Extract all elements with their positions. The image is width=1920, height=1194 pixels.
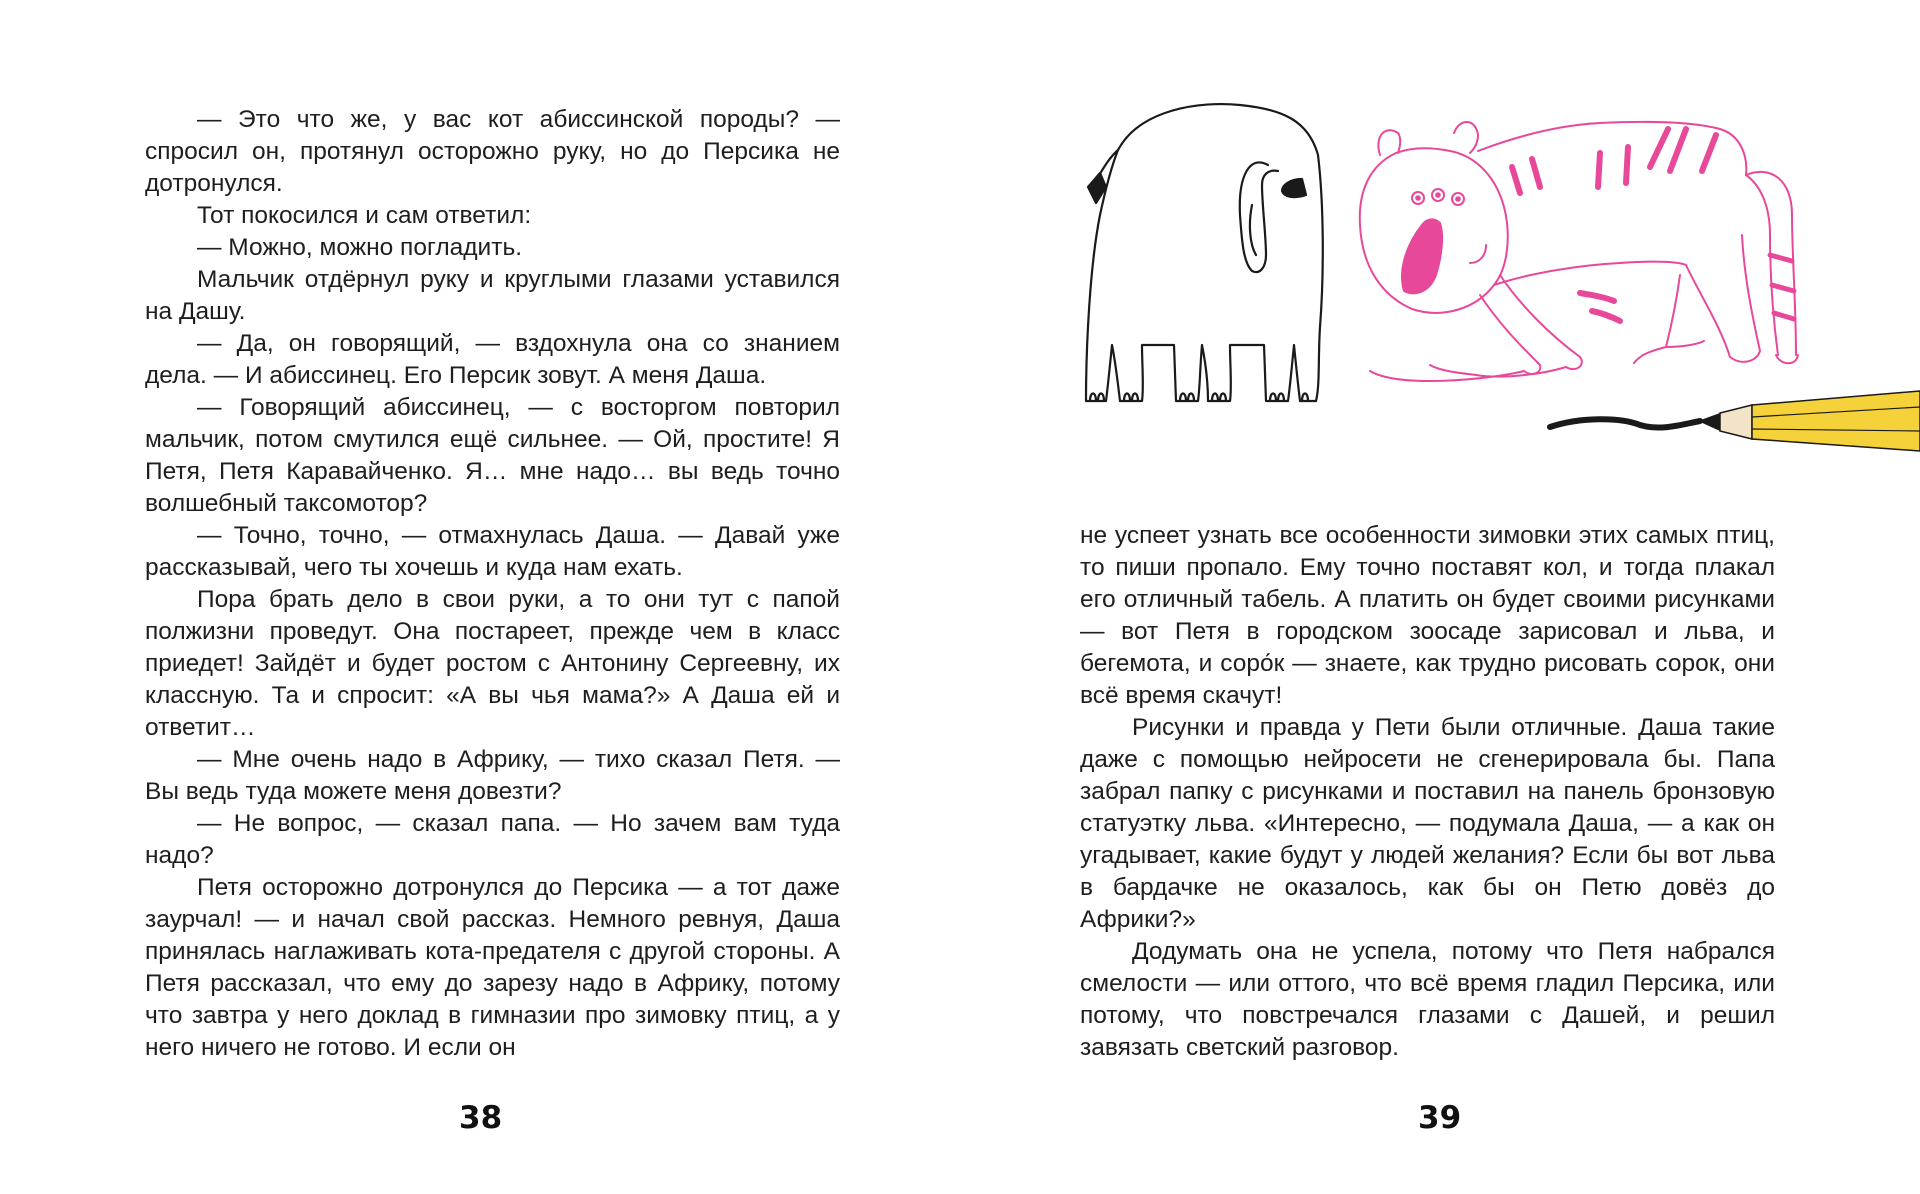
paragraph: — Да, он говорящий, — вздохнула она со знанием дела. — И абиссинец. Его Персик зовут. А меня Даша. [145,330,840,389]
paragraph: Додумать она не успела, потому что Петя набрался смелости — или оттого, что всё время гладил Персика, или потому, что повстречался глазами с Дашей, и решил завязать светский разговор. [1080,938,1775,1061]
right-page-text [1080,520,1775,1064]
elephant-tiger-illustration [1080,95,1920,485]
page-number-right: 39 [1418,1100,1462,1136]
tiger-drawing [1360,122,1798,381]
paragraph: Мальчик отдёрнул руку и круглыми глазами уставился на Дашу. [145,266,840,325]
paragraph: — Говорящий абиссинец, — с восторгом повторил мальчик, потом смутился ещё сильнее. — Ой, простите! Я Петя, Петя Каравайченко. Я… мне надо… вы ведь точно волшебный таксомотор? [145,394,840,517]
left-page-text [145,104,840,1064]
pencil-drawing [1550,391,1920,451]
paragraph: Петя осторожно дотронулся до Персика — а тот даже заурчал! — и начал свой рассказ. Немного ревнуя, Даша принялась наглаживать кота-предателя с другой стороны. А Петя рассказал, что ему до зарезу надо в Африку, потому что завтра у него доклад в гимназии про зимовку птиц, а у него ничего не готово. И если он [145,874,840,1061]
paragraph: не успеет узнать все особенности зимовки этих самых птиц, то пиши пропало. Ему точно поставят кол, и тогда плакал его отличный табель. А платить он будет своими рисунками — вот Петя в городском зоосаде зарисовал и льва, и бегемота, и соро́к — знаете, как трудно рисовать сорок, они всё время скачут! [1080,522,1775,709]
paragraph: Пора брать дело в свои руки, а то они тут с папой полжизни проведут. Она постареет, прежде чем в класс приедет! Зайдёт и будет ростом с Антонину Сергеевну, их классную. Та и спросит: «А вы чья мама?» А Даша ей и ответит… [145,586,840,741]
paragraph: — Точно, точно, — отмахнулась Даша. — Давай уже рассказывай, чего ты хочешь и куда нам ехать. [145,522,840,581]
page-number-left: 38 [459,1100,503,1136]
paragraph: Тот покосился и сам ответил: [197,202,532,229]
paragraph: — Это что же, у вас кот абиссинской породы? — спросил он, протянул осторожно руку, но до Персика не дотронулся. [145,106,840,197]
elephant-drawing [1086,104,1323,401]
paragraph: — Не вопрос, — сказал папа. — Но зачем вам туда надо? [145,810,840,869]
paragraph: — Можно, можно погладить. [197,234,523,261]
paragraph: — Мне очень надо в Африку, — тихо сказал Петя. — Вы ведь туда можете меня довезти? [145,746,840,805]
paragraph: Рисунки и правда у Пети были отличные. Даша такие даже с помощью нейросети не сгенерировала бы. Папа забрал папку с рисунками и поставил на панель бронзовую статуэтку льва. «Интересно, — подумала Даша, — а как он угадывает, какие будут у людей желания? Если бы вот льва в бардачке не оказалось, как бы он Петю довёз до Африки?» [1080,714,1775,933]
